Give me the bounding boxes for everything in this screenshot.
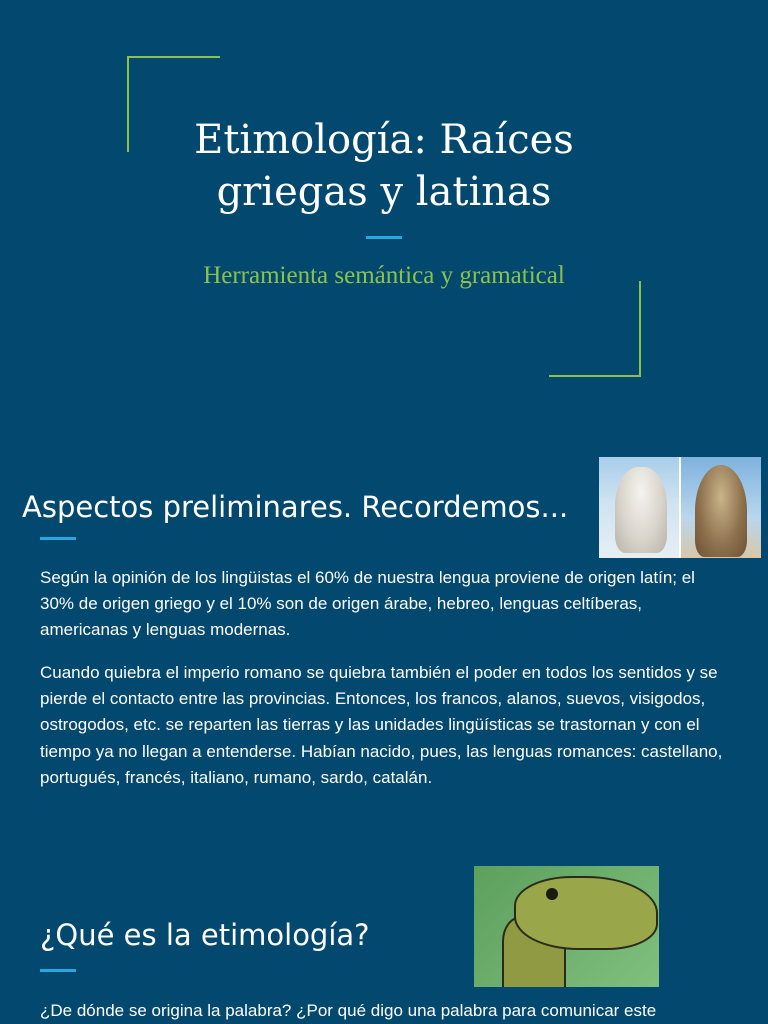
page-subtitle: Herramienta semántica y gramatical bbox=[203, 262, 565, 289]
title-accent-line bbox=[366, 236, 402, 239]
dino-head bbox=[514, 876, 658, 950]
philosoraptor-image bbox=[474, 866, 659, 987]
title-line-1: Etimología: Raíces bbox=[194, 117, 574, 163]
paragraph-origen-lengua: Según la opinión de los lingüistas el 60% de nuestra lengua proviene de origen latín; el 30% de origen griego y el 10% son de origen árabe, hebreo, lenguas celtíberas, americanas y lenguas modernas. bbox=[40, 568, 695, 640]
image-divider bbox=[679, 457, 681, 558]
paragraph-origen-palabra: ¿De dónde se origina la palabra? ¿Por qué digo una palabra para comunicar este bbox=[40, 1001, 657, 1020]
section-accent-line bbox=[40, 537, 76, 540]
zeus-statue-figure bbox=[615, 467, 667, 553]
dino-eye bbox=[546, 888, 558, 900]
athena-statue-figure bbox=[695, 465, 747, 557]
decorative-bracket-bottom-right bbox=[549, 281, 641, 377]
paragraph-imperio-romano: Cuando quiebra el imperio romano se quiebra también el poder en todos los sentidos y se pierde el contacto entre las provincias. Entonces, los francos, alanos, suevos, visigodos, ostrogodos, etc. se reparten las tierras y las unidades lingüísticas se trastornan y con el tiempo ya no llegan a entenderse. Habían nacido, pues, las lenguas romances: castellano, portugués, francés, italiano, rumano, sardo, catalán. bbox=[40, 663, 723, 787]
section-heading-etimologia: ¿Qué es la etimología? bbox=[40, 918, 370, 952]
page-title bbox=[120, 114, 648, 218]
greek-statues-image bbox=[599, 457, 761, 558]
section-accent-line bbox=[40, 969, 76, 972]
title-line-2: griegas y latinas bbox=[216, 169, 552, 215]
section-heading-preliminares: Aspectos preliminares. Recordemos... bbox=[22, 490, 569, 524]
